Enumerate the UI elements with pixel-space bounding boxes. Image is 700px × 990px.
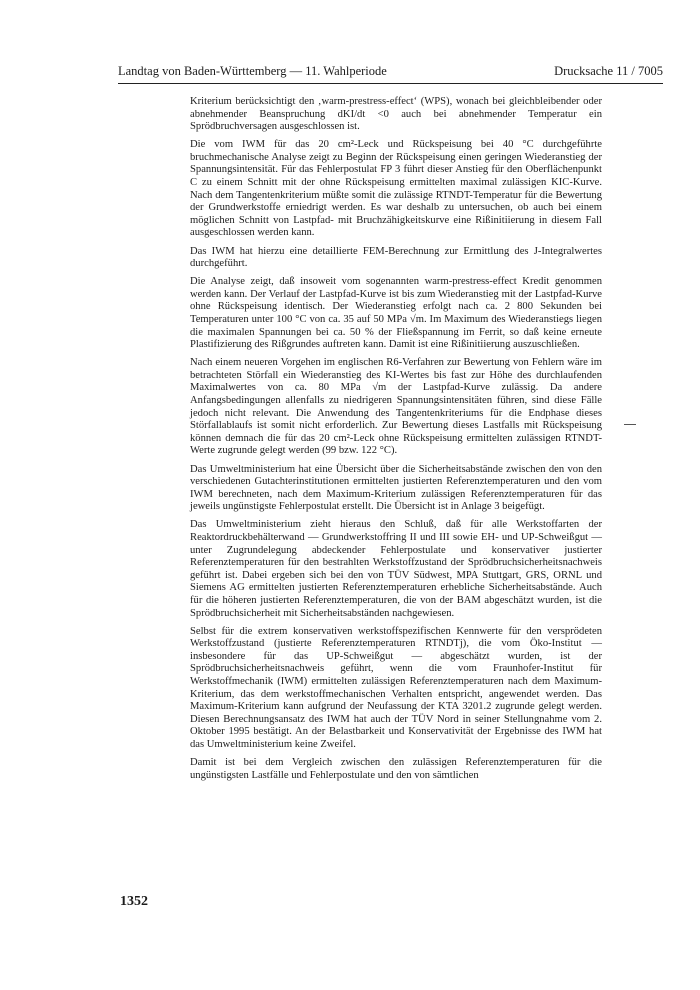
body-text bbox=[190, 96, 602, 788]
paragraph-2: Die vom IWM für das 20 cm²-Leck und Rückspeisung bei 40 °C durchgeführte bruchmechanische Analyse zeigt zu Beginn der Rückspeisung einen geringen Wiederanstieg der Spannungsintensität. Für das Fehlerpostulat FP 3 führt dieser Anstieg für den Oberflächenpunkt C zu einem Schnitt mit der ohne Rückspeisung ermittelten maximal zulässigen KIC-Kurve. Nach dem Tangentenkriterium müßte somit die zulässige RTNDT-Temperatur für die Bewertung der Grundwerkstoffe erniedrigt werden. Es war deshalb zu untersuchen, ob auch bei einem möglichen Schnitt von Lastpfad- mit Bruchzähigkeitskurve eine Rißinitiierung in diesem Fall ausgeschlossen werden kann. bbox=[190, 139, 602, 239]
paragraph-4: Die Analyse zeigt, daß insoweit vom sogenannten warm-prestress-effect Kredit genommen werden kann. Der Verlauf der Lastpfad-Kurve ist bis zum Wiederanstieg mit der Lastpfad-Kurve ohne Rückspeisung identisch. Der Wiederanstieg erfolgt nach ca. 2 800 Sekunden bei Temperaturen unter 100 °C von ca. 35 auf 50 MPa √m. Im Maximum des Wiederanstiegs liegen die maximalen Spannungen bei ca. 50 % der Fließspannung im Ferrit, so daß keine erneute Plastifizierung des Rißgrundes auftreten kann. Damit ist eine Rißinitiierung auszuschließen. bbox=[190, 276, 602, 351]
margin-mark bbox=[624, 424, 636, 425]
paragraph-5: Nach einem neueren Vorgehen im englischen R6-Verfahren zur Bewertung von Fehlern wäre im betrachteten Störfall ein Wiederanstieg des KI-Wertes bis fast zur Höhe des durchlaufenden Maximalwertes von ca. 80 MPa √m der Lastpfad-Kurve zulässig. Da andere Anfangsbedingungen allenfalls zu niedrigeren Spannungsintensitäten führen, sind diese Fälle jedoch nicht relevant. Die Anwendung des Tangentenkriteriums für die Endphase dieses Störfallablaufs ist somit nicht erforderlich. Zur Bewertung dieses Lastfalls mit Rückspeisung können demnach die für das 20 cm²-Leck ohne Rückspeisung ermittelten zulässigen RTNDT-Werte zugrunde gelegt werden (99 bzw. 122 °C). bbox=[190, 357, 602, 457]
header-rule bbox=[118, 83, 663, 84]
paragraph-1: Kriterium berücksichtigt den ‚warm-prestress-effect‘ (WPS), wonach bei gleichbleibender oder abnehmender Beanspruchung dKI/dt <0 auch bei abnehmender Temperatur ein Sprödbruchversagen ausgeschlossen ist. bbox=[190, 96, 602, 133]
header-title: Landtag von Baden-Württemberg — 11. Wahlperiode bbox=[118, 64, 387, 78]
paragraph-6: Das Umweltministerium hat eine Übersicht über die Sicherheitsabstände zwischen den von den verschiedenen Gutachterinstitutionen ermittelten justierten Referenztemperaturen und den vom IWM berechneten, nach dem Maximum-Kriterium zulässigen Referenztemperaturen für das jeweils ungünstigste Fehlerpostulat erstellt. Die Übersicht ist in Anlage 3 beigefügt. bbox=[190, 463, 602, 513]
page-number: 1352 bbox=[120, 894, 148, 909]
running-header bbox=[118, 64, 663, 79]
paragraph-8: Selbst für die extrem konservativen werkstoffspezifischen Kennwerte für den versprödeten Werkstoffzustand (justierte Referenztemperaturen RTNDTj), die vom Öko-Institut — insbesondere für das UP-Schweißgut — abgeschätzt wurden, ist der Sprödbruchsicherheitsnachweis geführt, wenn die vom Fraunhofer-Institut für Werkstoffmechanik (IWM) ermittelten zulässigen Referenztemperaturen nach dem Maximum-Kriterium, das dem werkstoffmechanischen Verhalten entspricht, angewendet werden. Das Maximum-Kriterium kann aufgrund der Neufassung der KTA 3201.2 zugrunde gelegt werden. Diesen Berechnungsansatz des IWM hat auch der TÜV Nord in seiner Stellungnahme vom 2. Oktober 1995 bestätigt. An der Belastbarkeit und Konservativität der Ergebnisse des IWM hat das Umweltministerium keine Zweifel. bbox=[190, 625, 602, 750]
paragraph-7: Das Umweltministerium zieht hieraus den Schluß, daß für alle Werkstoffarten der Reaktordruckbehälterwand — Grundwerkstoffring II und III sowie EH- und UP-Schweißgut — unter Zugrundelegung abdeckender Fehlerpostulate und konservativer justierter Referenztemperaturen für den bestrahlten Werkstoffzustand der Sprödbruchsicherheitsnachweis geführt ist. Dabei ergeben sich bei den von TÜV Südwest, MPA Stuttgart, GRS, ORNL und Siemens AG ermittelten justierten Referenztemperaturen erhebliche Sicherheitsabstände. Auch für die höheren justierten Referenztemperaturen, die von der BAM abgeschätzt wurden, ist die Sprödbruchsicherheit mit Sicherheitsabständen nachgewiesen. bbox=[190, 519, 602, 619]
paragraph-9: Damit ist bei dem Vergleich zwischen den zulässigen Referenztemperaturen für die ungünstigsten Lastfälle und Fehlerpostulate und den von sämtlichen bbox=[190, 757, 602, 781]
paragraph-3: Das IWM hat hierzu eine detaillierte FEM-Berechnung zur Ermittlung des J-Integralwertes durchgeführt. bbox=[190, 245, 602, 270]
header-document-number: Drucksache 11 / 7005 bbox=[554, 64, 663, 78]
